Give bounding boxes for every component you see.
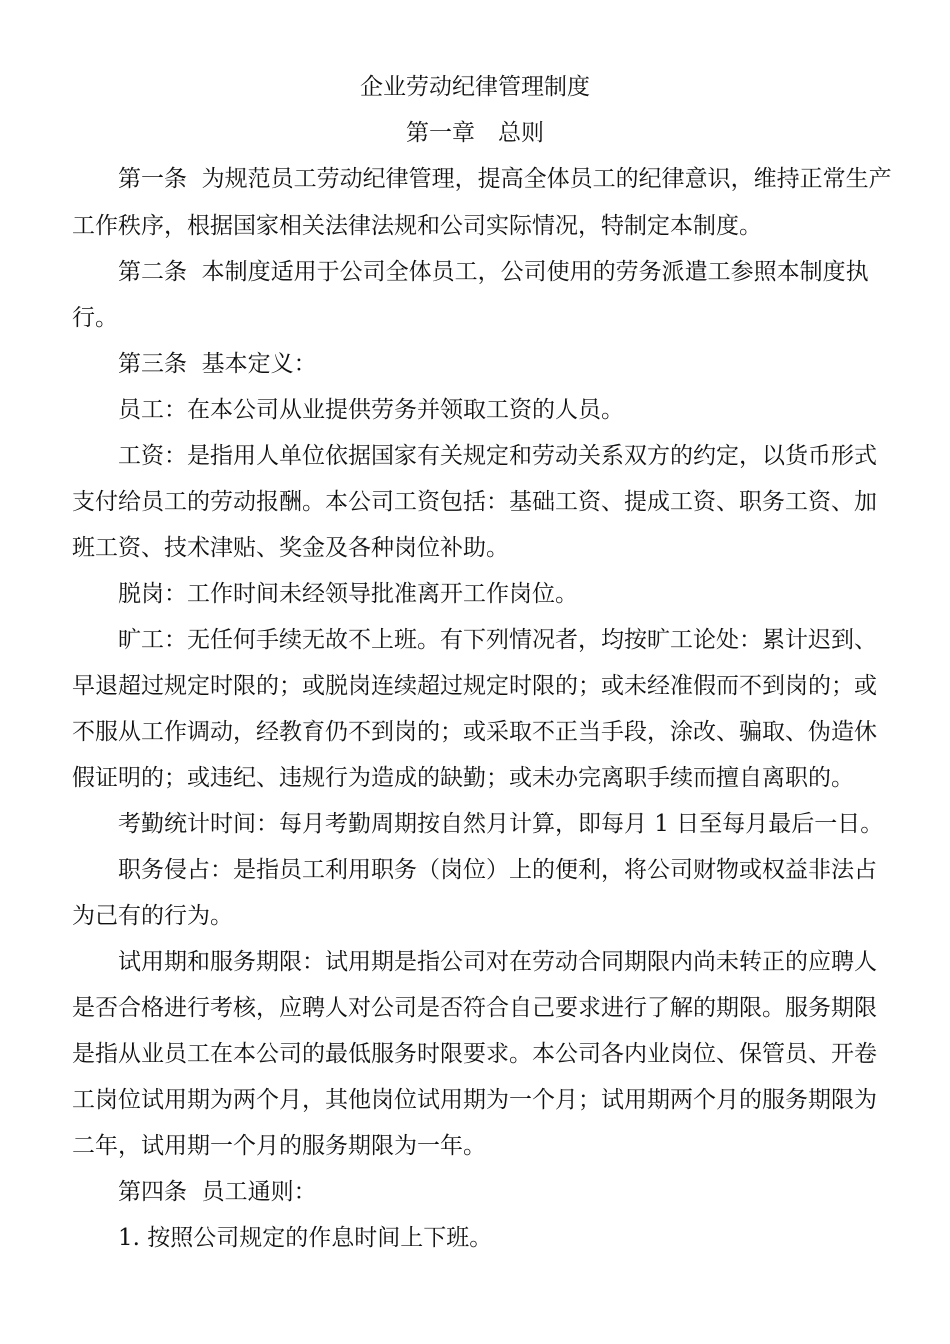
text-line: 班工资、技术津贴、奖金及各种岗位补助。 (72, 535, 509, 561)
text-line: 1. 按照公司规定的作息时间上下班。 (118, 1225, 493, 1251)
text-line: 试用期和服务期限：试用期是指公司对在劳动合同期限内尚未转正的应聘人 (118, 949, 877, 975)
text-line: 二年，试用期一个月的服务期限为一年。 (72, 1133, 486, 1159)
text-line: 是指从业员工在本公司的最低服务时限要求。本公司各内业岗位、保管员、开卷 (72, 1041, 877, 1067)
chapter-title: 第一章 总则 (406, 120, 544, 146)
text-line: 假证明的；或违纪、违规行为造成的缺勤；或未办完离职手续而擅自离职的。 (72, 765, 854, 791)
text-line: 工岗位试用期为两个月，其他岗位试用期为一个月；试用期两个月的服务期限为 (72, 1087, 877, 1113)
text-line: 第一条 为规范员工劳动纪律管理，提高全体员工的纪律意识，维持正常生产 (118, 166, 892, 192)
text-line: 早退超过规定时限的；或脱岗连续超过规定时限的；或未经准假而不到岗的；或 (72, 673, 877, 699)
text-line: 为己有的行为。 (72, 903, 233, 929)
text-line: 第二条 本制度适用于公司全体员工，公司使用的劳务派遣工参照本制度执 (118, 259, 869, 285)
text-line: 考勤统计时间：每月考勤周期按自然月计算，即每月 1 日至每月最后一日。 (118, 811, 884, 837)
text-line: 职务侵占：是指员工利用职务（岗位）上的便利，将公司财物或权益非法占 (118, 857, 877, 883)
text-line: 旷工：无任何手续无故不上班。有下列情况者，均按旷工论处：累计迟到、 (118, 627, 877, 653)
text-line: 工资：是指用人单位依据国家有关规定和劳动关系双方的约定，以货币形式 (118, 443, 877, 469)
text-line: 不服从工作调动，经教育仍不到岗的；或采取不正当手段，涂改、骗取、伪造休 (72, 719, 877, 745)
document-title: 企业劳动纪律管理制度 (360, 74, 590, 100)
text-line: 行。 (72, 305, 118, 331)
text-line: 支付给员工的劳动报酬。本公司工资包括：基础工资、提成工资、职务工资、加 (72, 489, 877, 515)
text-line: 是否合格进行考核，应聘人对公司是否符合自己要求进行了解的期限。服务期限 (72, 995, 877, 1021)
text-line: 工作秩序，根据国家相关法律法规和公司实际情况，特制定本制度。 (72, 213, 762, 239)
text-line: 员工：在本公司从业提供劳务并领取工资的人员。 (118, 397, 624, 423)
text-line: 第四条 员工通则： (118, 1179, 317, 1205)
text-line: 脱岗：工作时间未经领导批准离开工作岗位。 (118, 581, 578, 607)
text-line: 第三条 基本定义： (118, 351, 317, 377)
